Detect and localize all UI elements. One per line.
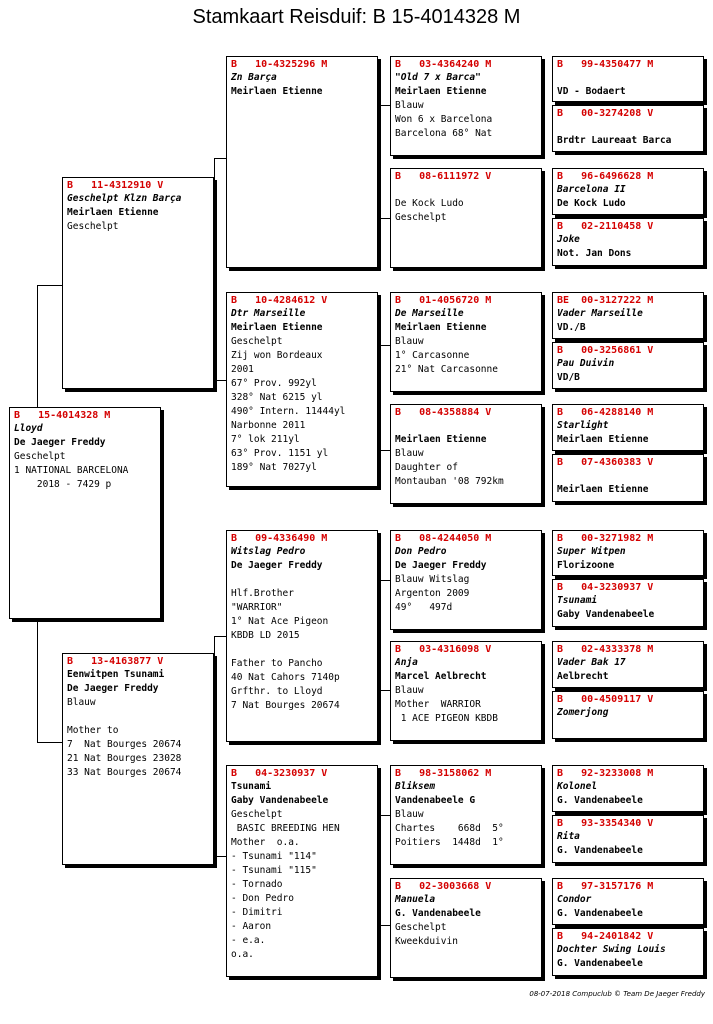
- pigeon-name: Dochter Swing Louis: [557, 944, 666, 955]
- ring-number: B 03-4364240 M: [395, 59, 492, 70]
- pedigree-line: 2001: [231, 364, 254, 375]
- pedigree-line: VD - Bodaert: [557, 86, 626, 97]
- pedigree-line: 189° Nat 7027yl: [231, 462, 317, 473]
- pedigree-card-gen4[interactable]: [552, 218, 704, 266]
- pedigree-line: Blauw: [395, 809, 424, 820]
- pedigree-card-gen3[interactable]: [390, 530, 542, 630]
- ring-number: B 04-3230937 V: [557, 582, 654, 593]
- pedigree-line: Geschelpt: [395, 922, 447, 933]
- pedigree-line: Meirlaen Etienne: [395, 434, 487, 445]
- connector-line: [378, 345, 390, 346]
- pedigree-card-gen3[interactable]: [390, 168, 542, 268]
- footer-credit: 08-07-2018 Compuclub © Team De Jaeger Freddy: [529, 990, 705, 998]
- pedigree-line: De Kock Ludo: [395, 198, 464, 209]
- pedigree-line: VD/B: [557, 372, 580, 383]
- connector-line: [37, 285, 38, 409]
- connector-line: [214, 158, 226, 159]
- pedigree-line: 67° Prov. 992yl: [231, 378, 317, 389]
- pedigree-card-gen4[interactable]: [552, 641, 704, 688]
- pedigree-line: [231, 573, 373, 587]
- ring-number: B 96-6496628 M: [557, 171, 654, 182]
- pedigree-line: 490° Intern. 11444yl: [231, 406, 346, 417]
- pedigree-line: Won 6 x Barcelona: [395, 114, 493, 125]
- pedigree-card-sire[interactable]: [62, 177, 214, 389]
- pigeon-name: Witslag Pedro: [231, 546, 306, 557]
- pigeon-name: Zn Barça: [231, 72, 277, 83]
- pigeon-name: "Old 7 x Barca": [395, 72, 481, 83]
- ring-number: B 08-4244050 M: [395, 533, 492, 544]
- pigeon-name: Condor: [557, 894, 592, 905]
- ring-number: B 08-6111972 V: [395, 171, 492, 182]
- pedigree-line: Brdtr Laureaat Barca: [557, 135, 672, 146]
- pedigree-card-gen4[interactable]: [552, 579, 704, 627]
- pedigree-line: Geschelpt: [67, 221, 119, 232]
- pedigree-line: Father to Pancho: [231, 658, 323, 669]
- pedigree-card-gen4[interactable]: [552, 292, 704, 339]
- ring-number: B 00-3256861 V: [557, 345, 654, 356]
- pedigree-card-gen4[interactable]: [552, 454, 704, 502]
- pigeon-name: [557, 71, 699, 85]
- connector-line: [214, 856, 226, 857]
- pedigree-card-gen3[interactable]: [390, 56, 542, 156]
- pedigree-line: Geschelpt: [231, 809, 283, 820]
- pedigree-line: Meirlaen Etienne: [231, 322, 323, 333]
- pedigree-card-gen3[interactable]: [390, 765, 542, 865]
- pedigree-line: Geschelpt: [395, 212, 447, 223]
- connector-line: [378, 450, 390, 451]
- pedigree-line: - Tsunami "115": [231, 865, 317, 876]
- pedigree-line: Not. Jan Dons: [557, 248, 632, 259]
- pedigree-card-gen3[interactable]: [390, 292, 542, 392]
- pedigree-line: De Kock Ludo: [557, 198, 626, 209]
- ring-number: B 10-4325296 M: [231, 59, 328, 70]
- pedigree-line: Narbonne 2011: [231, 420, 306, 431]
- pedigree-line: Blauw: [395, 448, 424, 459]
- pedigree-card-gen4[interactable]: [552, 815, 704, 863]
- ring-number: B 92-3233008 M: [557, 768, 654, 779]
- pedigree-line: Florizoone: [557, 560, 615, 571]
- pigeon-name: Anja: [395, 657, 418, 668]
- pedigree-line: Daughter of: [395, 462, 458, 473]
- ring-number: B 08-4358884 V: [395, 407, 492, 418]
- ring-number: B 93-3354340 V: [557, 818, 654, 829]
- pedigree-line: Geschelpt: [231, 336, 283, 347]
- ring-number: B 97-3157176 M: [557, 881, 654, 892]
- pedigree-card-gen3[interactable]: [390, 641, 542, 741]
- pigeon-name: [557, 469, 699, 483]
- pedigree-line: Argenton 2009: [395, 588, 470, 599]
- pigeon-name: Zomerjong: [557, 707, 609, 718]
- ring-number: B 11-4312910 V: [67, 180, 164, 191]
- pedigree-card-gen4[interactable]: [552, 928, 704, 976]
- pedigree-line: Hlf.Brother: [231, 588, 294, 599]
- pedigree-card-gen2[interactable]: [226, 765, 378, 977]
- connector-line: [214, 636, 215, 856]
- pedigree-line: Meirlaen Etienne: [557, 434, 649, 445]
- pigeon-name: [395, 183, 537, 197]
- pedigree-line: De Jaeger Freddy: [67, 683, 159, 694]
- connector-line: [378, 218, 390, 219]
- pedigree-line: Zij won Bordeaux: [231, 350, 323, 361]
- pedigree-line: G. Vandenabeele: [557, 908, 643, 919]
- pigeon-name: Rita: [557, 831, 580, 842]
- pedigree-line: G. Vandenabeele: [395, 908, 481, 919]
- pedigree-line: Blauw: [395, 100, 424, 111]
- ring-number: B 02-3003668 V: [395, 881, 492, 892]
- connector-line: [378, 580, 390, 581]
- ring-number: B 99-4350477 M: [557, 59, 654, 70]
- pigeon-name: Super Witpen: [557, 546, 626, 557]
- pedigree-line: Meirlaen Etienne: [395, 322, 487, 333]
- pedigree-line: De Jaeger Freddy: [231, 560, 323, 571]
- page-title: Stamkaart Reisduif: B 15-4014328 M: [192, 6, 521, 28]
- pedigree-line: 21 Nat Bourges 23028: [67, 753, 182, 764]
- pedigree-line: Poitiers 1448d 1°: [395, 837, 504, 848]
- pedigree-line: G. Vandenabeele: [557, 958, 643, 969]
- pedigree-line: 328° Nat 6215 yl: [231, 392, 323, 403]
- pedigree-line: Blauw: [67, 697, 96, 708]
- pedigree-card-gen4[interactable]: [552, 168, 704, 215]
- connector-line: [214, 380, 226, 381]
- pedigree-line: Chartes 668d 5°: [395, 823, 504, 834]
- pigeon-name: Tsunami: [557, 595, 598, 606]
- connector-line: [378, 815, 390, 816]
- pedigree-line: 7 Nat Bourges 20674: [67, 739, 182, 750]
- ring-number: B 94-2401842 V: [557, 931, 654, 942]
- pedigree-line: Meirlaen Etienne: [231, 86, 323, 97]
- pedigree-line: Grfthr. to Lloyd: [231, 686, 323, 697]
- pigeon-name: [395, 419, 537, 433]
- ring-number: B 13-4163877 V: [67, 656, 164, 667]
- pedigree-card-gen4[interactable]: [552, 765, 704, 812]
- pedigree-line: KBDB LD 2015: [231, 630, 300, 641]
- connector-line: [37, 285, 62, 286]
- pigeon-name: Pau Duivin: [557, 358, 615, 369]
- pedigree-line: 21° Nat Carcasonne: [395, 364, 498, 375]
- pedigree-line: De Jaeger Freddy: [14, 437, 106, 448]
- pedigree-line: - Don Pedro: [231, 893, 294, 904]
- pedigree-card-gen4[interactable]: [552, 342, 704, 389]
- pedigree-line: "WARRIOR": [231, 602, 283, 613]
- ring-number: B 07-4360383 V: [557, 457, 654, 468]
- ring-number: B 01-4056720 M: [395, 295, 492, 306]
- connector-line: [378, 690, 390, 691]
- pedigree-line: 33 Nat Bourges 20674: [67, 767, 182, 778]
- ring-number: B 09-4336490 M: [231, 533, 328, 544]
- pigeon-name: Kolonel: [557, 781, 598, 792]
- ring-number: B 02-2110458 V: [557, 221, 654, 232]
- pedigree-line: o.a.: [231, 949, 254, 960]
- pigeon-name: Tsunami: [231, 781, 272, 792]
- pedigree-line: Mother to: [67, 725, 119, 736]
- pedigree-line: Meirlaen Etienne: [557, 484, 649, 495]
- pedigree-card-gen4[interactable]: [552, 691, 704, 739]
- ring-number: B 06-4288140 M: [557, 407, 654, 418]
- pedigree-line: 1 NATIONAL BARCELONA: [14, 465, 129, 476]
- ring-number: B 98-3158062 M: [395, 768, 492, 779]
- pedigree-line: G. Vandenabeele: [557, 795, 643, 806]
- ring-number: B 03-4316098 V: [395, 644, 492, 655]
- pedigree-card-gen4[interactable]: [552, 878, 704, 925]
- ring-number: B 04-3230937 V: [231, 768, 328, 779]
- pedigree-card-gen2[interactable]: [226, 530, 378, 742]
- pedigree-line: - Tornado: [231, 879, 283, 890]
- pedigree-card-gen2[interactable]: [226, 56, 378, 268]
- pedigree-line: Meirlaen Etienne: [67, 207, 159, 218]
- pedigree-line: Montauban '08 792km: [395, 476, 504, 487]
- ring-number: B 00-3274208 V: [557, 108, 654, 119]
- pigeon-name: Starlight: [557, 420, 609, 431]
- pedigree-line: Meirlaen Etienne: [395, 86, 487, 97]
- pedigree-card-gen4[interactable]: [552, 56, 704, 102]
- pedigree-line: [67, 710, 209, 724]
- pigeon-name: Joke: [557, 234, 580, 245]
- pedigree-line: - Tsunami "114": [231, 851, 317, 862]
- pigeon-name: Eenwitpen Tsunami: [67, 669, 165, 680]
- pigeon-name: Lloyd: [14, 423, 43, 434]
- pedigree-line: Gaby Vandenabeele: [557, 609, 655, 620]
- pigeon-name: Dtr Marseille: [231, 308, 306, 319]
- ring-number: B 00-4509117 V: [557, 694, 654, 705]
- ring-number: B 00-3271982 M: [557, 533, 654, 544]
- pedigree-line: 1 ACE PIGEON KBDB: [395, 713, 498, 724]
- pigeon-name: Vader Bak 17: [557, 657, 626, 668]
- pedigree-line: 7 Nat Bourges 20674: [231, 700, 340, 711]
- pedigree-line: - Dimitri: [231, 907, 283, 918]
- pedigree-card-gen3[interactable]: [390, 404, 542, 504]
- pigeon-name: [557, 120, 699, 134]
- pedigree-line: Vandenabeele G: [395, 795, 476, 806]
- pigeon-name: Vader Marseille: [557, 308, 643, 319]
- pedigree-card-gen3[interactable]: [390, 878, 542, 978]
- pedigree-card-dam[interactable]: [62, 653, 214, 865]
- ring-number: BE 00-3127222 M: [557, 295, 654, 306]
- pigeon-name: De Marseille: [395, 308, 464, 319]
- ring-number: B 10-4284612 V: [231, 295, 328, 306]
- connector-line: [214, 158, 215, 380]
- pedigree-line: De Jaeger Freddy: [395, 560, 487, 571]
- pedigree-line: Blauw: [395, 336, 424, 347]
- pigeon-name: Barcelona II: [557, 184, 626, 195]
- pedigree-line: Mother WARRIOR: [395, 699, 481, 710]
- pedigree-line: BASIC BREEDING HEN: [231, 823, 340, 834]
- pedigree-line: Blauw: [395, 685, 424, 696]
- pedigree-line: [231, 643, 373, 657]
- connector-line: [214, 636, 226, 637]
- pedigree-line: G. Vandenabeele: [557, 845, 643, 856]
- pedigree-line: - Aaron: [231, 921, 272, 932]
- connector-line: [37, 620, 38, 742]
- pedigree-line: Barcelona 68° Nat: [395, 128, 493, 139]
- pigeon-name: Geschelpt Klzn Barça: [67, 193, 182, 204]
- pedigree-line: Mother o.a.: [231, 837, 300, 848]
- ring-number: B 15-4014328 M: [14, 410, 111, 421]
- pedigree-card-gen2[interactable]: [226, 292, 378, 487]
- pedigree-line: 2018 - 7429 p: [14, 479, 112, 490]
- pedigree-line: VD./B: [557, 322, 586, 333]
- pedigree-card-subject[interactable]: [9, 407, 161, 619]
- pedigree-line: 40 Nat Cahors 7140p: [231, 672, 340, 683]
- pedigree-line: 7° lok 211yl: [231, 434, 300, 445]
- pedigree-line: Kweekduivin: [395, 936, 458, 947]
- connector-line: [37, 742, 62, 743]
- pigeon-name: Manuela: [395, 894, 436, 905]
- connector-line: [378, 105, 390, 106]
- pedigree-line: Blauw Witslag: [395, 574, 470, 585]
- pedigree-card-gen4[interactable]: [552, 105, 704, 152]
- pigeon-name: Don Pedro: [395, 546, 447, 557]
- pedigree-line: 49° 497d: [395, 602, 453, 613]
- pedigree-line: Aelbrecht: [557, 671, 609, 682]
- pedigree-line: - e.a.: [231, 935, 266, 946]
- pedigree-card-gen4[interactable]: [552, 404, 704, 451]
- connector-line: [378, 925, 390, 926]
- pedigree-line: 63° Prov. 1151 yl: [231, 448, 329, 459]
- pedigree-line: Marcel Aelbrecht: [395, 671, 487, 682]
- pedigree-line: Geschelpt: [14, 451, 66, 462]
- ring-number: B 02-4333378 M: [557, 644, 654, 655]
- pedigree-line: 1° Carcasonne: [395, 350, 470, 361]
- pigeon-name: Bliksem: [395, 781, 436, 792]
- pedigree-line: Gaby Vandenabeele: [231, 795, 329, 806]
- pedigree-card-gen4[interactable]: [552, 530, 704, 576]
- pedigree-line: 1° Nat Ace Pigeon: [231, 616, 329, 627]
